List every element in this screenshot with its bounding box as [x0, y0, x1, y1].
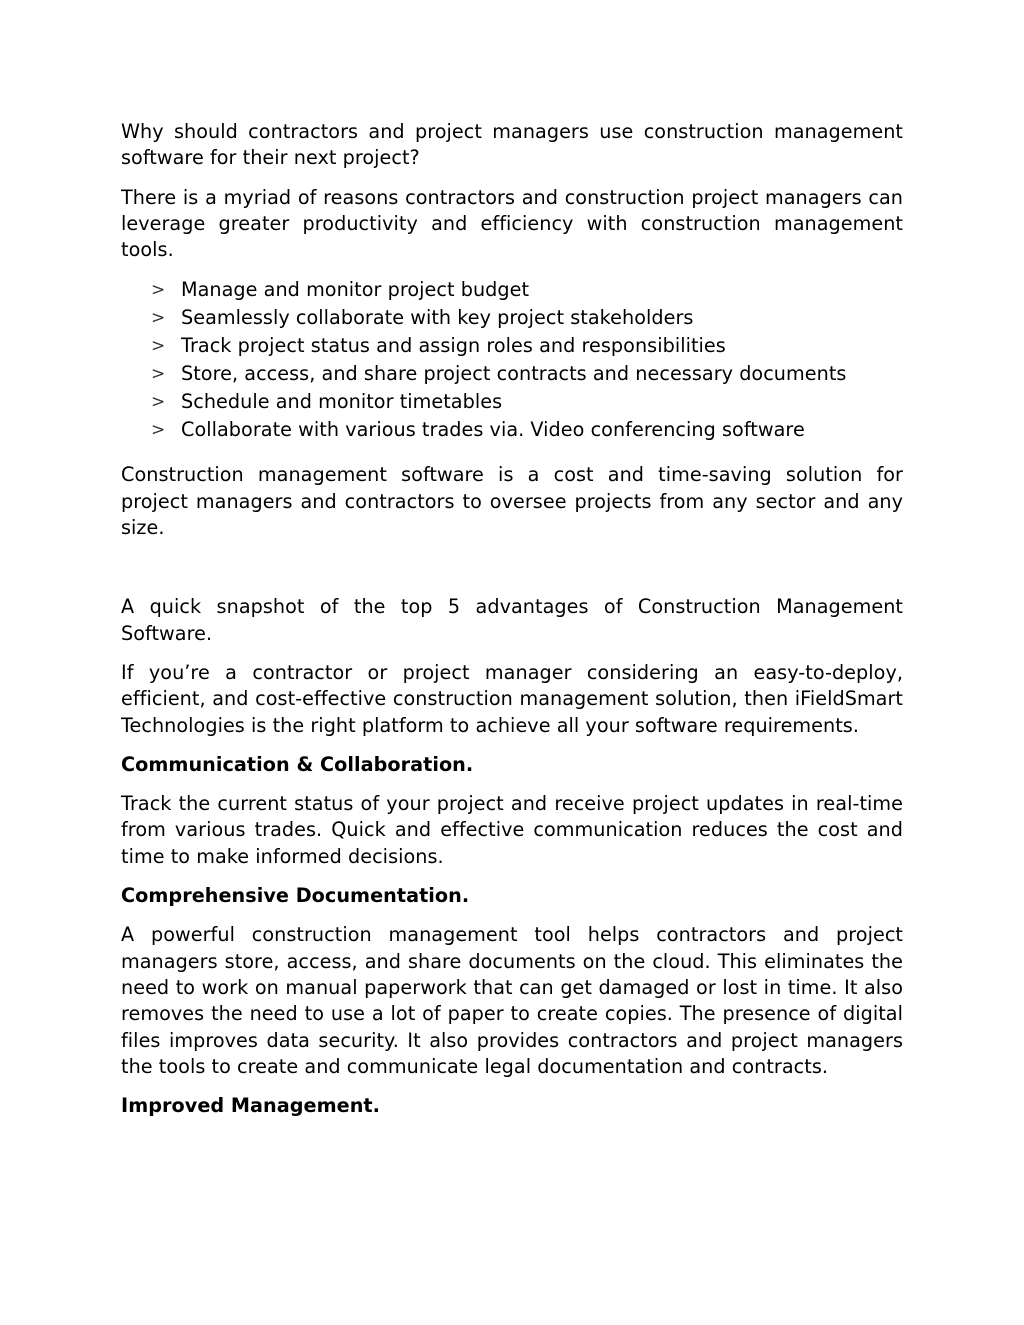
- intro-reasons: There is a myriad of reasons contractors and construction project managers can leverage greater productivity and efficiency with construction management tools.: [121, 185, 903, 262]
- list-item: [121, 332, 903, 360]
- list-item-text: Manage and monitor project budget: [181, 278, 530, 302]
- list-item-text: Store, access, and share project contracts and necessary documents: [181, 362, 847, 386]
- chevron-right-icon: >: [151, 364, 166, 385]
- list-item-text: Track project status and assign roles and responsibilities: [181, 334, 726, 358]
- list-item: [121, 276, 903, 304]
- summary-paragraph: Construction management software is a cost and time-saving solution for project managers and contractors to oversee projects from any sector and any size.: [121, 463, 903, 540]
- list-item-text: Schedule and monitor timetables: [181, 390, 503, 414]
- platform-paragraph: If you’re a contractor or project manager considering an easy-to-deploy, efficient, and cost-effective construction management solution, then iFieldSmart Technologies is the right platform to achieve all your software requirements.: [121, 660, 903, 737]
- section-body-communication: Track the current status of your project and receive project updates in real-time from various trades. Quick and effective communication reduces the cost and time to make informed decisions.: [121, 792, 903, 868]
- chevron-right-icon: >: [151, 308, 166, 329]
- snapshot-paragraph: A quick snapshot of the top 5 advantages of Construction Management Software.: [121, 595, 903, 645]
- section-heading-documentation: Comprehensive Documentation.: [121, 884, 470, 908]
- list-item-text: Collaborate with various trades via. Video conferencing software: [181, 418, 805, 442]
- chevron-right-icon: >: [151, 392, 166, 413]
- chevron-right-icon: >: [151, 420, 166, 441]
- list-item: [121, 304, 903, 332]
- intro-question: Why should contractors and project managers use construction management software for their next project?: [121, 120, 903, 170]
- chevron-right-icon: >: [151, 336, 166, 357]
- benefits-list: [121, 276, 903, 444]
- list-item: [121, 388, 903, 416]
- section-heading-communication: Communication & Collaboration.: [121, 752, 474, 776]
- list-item: [121, 416, 903, 444]
- list-item-text: Seamlessly collaborate with key project stakeholders: [181, 306, 694, 330]
- section-heading-management: Improved Management.: [121, 1094, 380, 1118]
- section-spacer: [121, 541, 903, 594]
- document-page: [121, 119, 903, 1132]
- section-body-documentation: A powerful construction management tool helps contractors and project managers store, access, and share documents on the cloud. This eliminates the need to work on manual paperwork that can get damaged or lost in time. It also removes the need to use a lot of paper to create copies. The presence of digital files improves data security. It also provides contractors and project managers the tools to create and communicate legal documentation and contracts.: [121, 923, 903, 1078]
- list-item: [121, 360, 903, 388]
- chevron-right-icon: >: [151, 280, 166, 301]
